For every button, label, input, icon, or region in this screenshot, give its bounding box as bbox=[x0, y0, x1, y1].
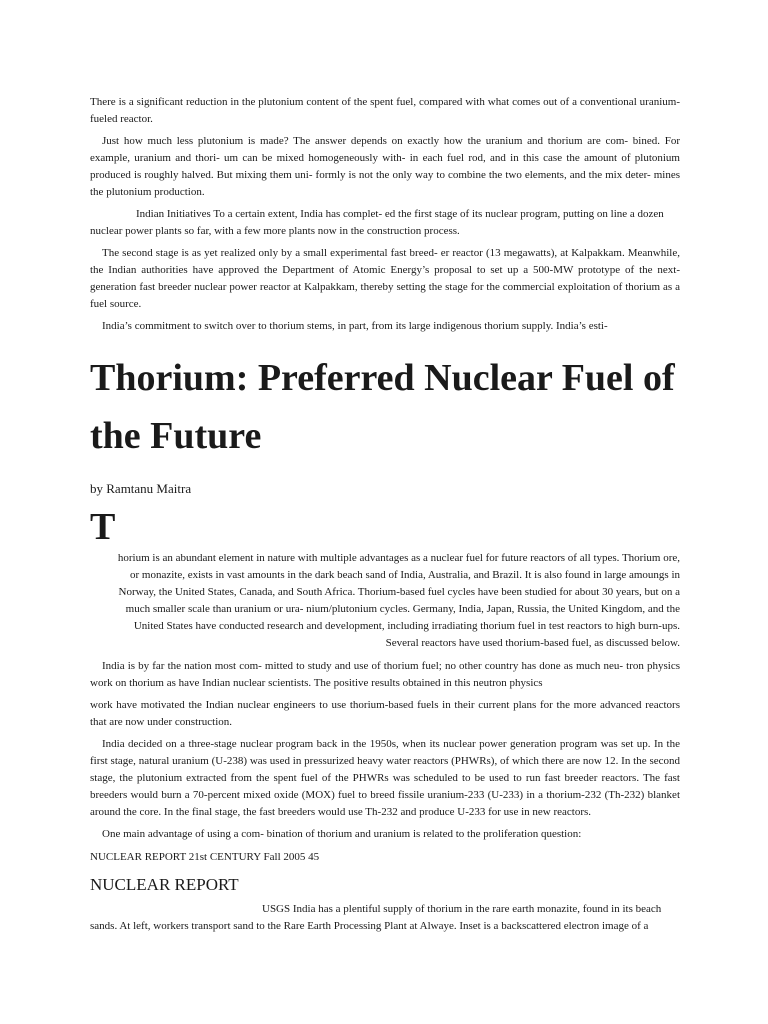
lead-paragraph bbox=[90, 550, 680, 652]
paragraph-how-much-plutonium: Just how much less plutonium is made? The answer depends on exactly how the uranium and thorium are com- bined. For example, uranium and thori- um can be mixed homogeneously with- in each fuel rod, and in this case the amount of plutonium produced is roughly halved. But mixing them uni- formly is not the only way to combine the two elements, and the mix deter- mines the plutonium production. bbox=[90, 135, 680, 198]
lead-line: horium is an abundant element in nature with multiple advantages as a nuclear fuel for future reactors of all types. Thorium ore, bbox=[117, 552, 680, 564]
paragraph-plutonium-reduction: There is a significant reduction in the plutonium content of the spent fuel, compared with what comes out of a conventional uranium-fueled reactor. bbox=[90, 96, 680, 125]
paragraph-india-commitment: India’s commitment to switch over to thorium stems, in part, from its large indigenous thorium supply. India’s esti- bbox=[102, 320, 608, 332]
byline: by Ramtanu Maitra bbox=[90, 481, 192, 496]
paragraph-motivated-engineers: work have motivated the Indian nuclear engineers to use thorium-based fuels in their current plans for the more advanced reactors that are now under construction. bbox=[90, 699, 680, 728]
document-page bbox=[90, 94, 680, 935]
lead-line: or monazite, exists in vast amounts in the dark beach sand of India, Australia, and Brazil. It is also found in large amoungs in bbox=[130, 569, 680, 581]
lead-line: Several reactors have used thorium-based fuel, as discussed below. bbox=[385, 637, 680, 649]
section-heading: NUCLEAR REPORT bbox=[90, 875, 239, 894]
lead-line: much smaller scale than uranium or ura- nium/plutonium cycles. Germany, India, Japan, Russia, the United Kingdom, and the bbox=[125, 603, 680, 615]
photo-caption: USGS India has a plentiful supply of thorium in the rare earth monazite, found in its beach sands. At left, workers transport sand to the Rare Earth Processing Plant at Alwaye. Inset is a backscattered electron image of a bbox=[90, 903, 662, 932]
paragraph-three-stage-program: India decided on a three-stage nuclear program back in the 1950s, when its nuclear power generation program was set up. In the first stage, natural uranium (U-238) was used in pressurized heavy water reactors (PHWRs), of which there are now 12. In the second stage, the plutonium extracted from the spent fuel of the PHWRs was scheduled to be used to run fast breeder reactors. The fast breeders would burn a 70-percent mixed oxide (MOX) fuel to breed fissile uranium-233 (U-233) in a thorium-232 (Th-232) blanket around the core. In the final stage, the fast breeders would use Th-232 and produce U-233 for use in new reactors. bbox=[90, 738, 680, 818]
article-title: Thorium: Preferred Nuclear Fuel of the Future bbox=[90, 357, 675, 457]
paragraph-second-stage: The second stage is as yet realized only by a small experimental fast breed- er reactor (13 megawatts), at Kalpakkam. Meanwhile, the Indian authorities have approved the Department of Atomic Energy’s proposal to set up a 500-MW prototype of the next-generation fast breeder nuclear power reactor at Kalpakkam, thereby setting the stage for the commercial exploitation of thorium as a fuel source. bbox=[90, 247, 680, 310]
lead-line: Norway, the United States, Canada, and South Africa. Thorium-based fuel cycles have been studied for about 30 years, but on a bbox=[118, 586, 680, 598]
running-footer: NUCLEAR REPORT 21st CENTURY Fall 2005 45 bbox=[90, 851, 320, 863]
lead-line: United States have conducted research and development, including irradiating thorium fuel in test reactors to high burn-ups. bbox=[133, 620, 680, 632]
drop-cap: T bbox=[90, 506, 116, 548]
paragraph-india-committed: India is by far the nation most com- mitted to study and use of thorium fuel; no other country has done as much neu- tron physics work on thorium as have Indian nuclear scientists. The positive results obtained in this neutron physics bbox=[90, 660, 680, 689]
paragraph-indian-initiatives: Indian Initiatives To a certain extent, India has complet- ed the first stage of its nuclear program, putting on line a dozen nuclear power plants so far, with a few more plants now in the construction process. bbox=[90, 208, 664, 237]
paragraph-main-advantage: One main advantage of using a com- bination of thorium and uranium is related to the proliferation question: bbox=[102, 828, 582, 840]
